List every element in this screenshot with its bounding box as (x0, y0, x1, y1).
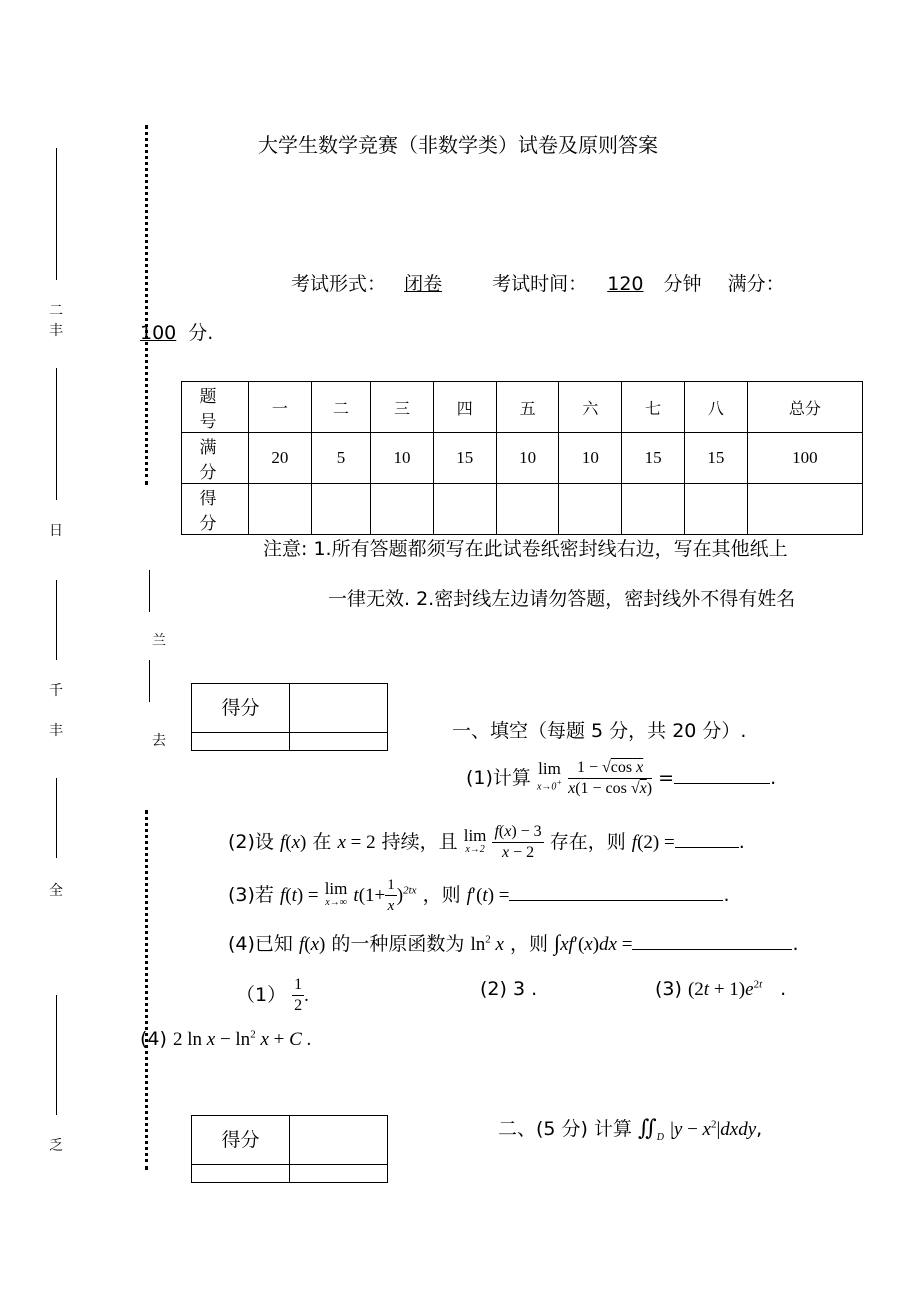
score-entry-cell[interactable] (433, 484, 496, 535)
section-1-heading: 一、填空（每题 5 分，共 20 分）. (452, 720, 747, 742)
score-entry-cell[interactable] (371, 484, 434, 535)
row-label: 题 号 (182, 382, 249, 433)
answer-3: (3) $(2t + 1)e^{2t}$ . (655, 978, 787, 1000)
q2-mid2: 持续，且 (381, 831, 458, 853)
table-cell: 15 (433, 433, 496, 484)
question-1: (1)计算 lim x→0+ $\frac{\text{1 − √cos x}}{x(1 - \cos √x)}$ = . (466, 759, 777, 797)
table-header-cell: 八 (685, 382, 748, 433)
margin-mark: 乏 (49, 1138, 63, 1154)
answer-blank[interactable] (509, 900, 723, 901)
answer-2: (2) 3 . (480, 978, 538, 1000)
binding-line (149, 660, 150, 702)
score-box-label: 得分 (192, 1116, 290, 1165)
table-cell: 15 (685, 433, 748, 484)
table-cell: 10 (559, 433, 622, 484)
q4-prefix: (4)已知 (228, 933, 293, 955)
q1-fraction: $\frac{\text{1 − √cos x}}{x(1 - \cos √x)}$ (568, 759, 653, 797)
table-header-cell: 五 (496, 382, 559, 433)
answer-blank[interactable] (632, 949, 792, 950)
limit-symbol: lim x→0+ (536, 759, 563, 793)
section-2-heading: 二、(5 分) 计算 $∬_D$ $|y - x^2|dxdy$, (498, 1115, 763, 1143)
q4-mid1: 的一种原函数为 (331, 933, 465, 955)
binding-line (56, 995, 57, 1115)
score-box (191, 683, 388, 751)
score-box-label: 得分 (192, 684, 290, 733)
page-title: 大学生数学竞赛（非数学类）试卷及原则答案 (258, 133, 658, 157)
exam-form-value: 闭卷 (404, 273, 443, 295)
answer-2-label: (2) (480, 978, 507, 1000)
exam-time-label: 考试时间： (492, 273, 588, 295)
score-entry-cell[interactable] (685, 484, 748, 535)
margin-mark: 丰 (49, 323, 63, 339)
table-header-cell: 三 (371, 382, 434, 433)
table-header-cell: 二 (311, 382, 370, 433)
score-box-cell (192, 1165, 290, 1183)
margin-mark: 日 (49, 523, 63, 539)
table-cell: 100 (747, 433, 862, 484)
answer-3-label: (3) (655, 978, 682, 1000)
margin-mark: 全 (49, 883, 63, 899)
binding-line (56, 368, 57, 500)
seal-line (145, 810, 148, 1170)
q2-mid1: 在 (312, 831, 332, 853)
score-entry-cell[interactable] (496, 484, 559, 535)
table-row (182, 484, 863, 535)
answer-1-label: （1） (236, 984, 287, 1006)
table-row (182, 382, 863, 433)
table-header-cell: 四 (433, 382, 496, 433)
q1-prefix: (1)计算 (466, 767, 531, 789)
binding-line (149, 570, 150, 612)
q2-mid3: 存在，则 (549, 831, 626, 853)
binding-line (56, 778, 57, 858)
question-3: (3)若 f(t) = lim x→∞ t(1+ $\frac{1}{x}$ )$^{2tx}$ ，则 f′(t) = . (228, 877, 730, 914)
score-box-entry[interactable] (290, 1116, 387, 1165)
row-label: 满 分 (182, 433, 249, 484)
q3-mid: ，则 (422, 884, 461, 906)
answer-1: （1） $\frac{1}{2}$ . (236, 976, 309, 1014)
table-header-cell: 六 (559, 382, 622, 433)
exam-full-unit: 分. (188, 322, 214, 344)
section-2-prefix: 二、(5 分) 计算 (498, 1118, 632, 1140)
score-entry-cell[interactable] (747, 484, 862, 535)
question-2: (2)设 f(x) 在 x = 2 持续，且 lim x→2 $\frac{f(x) - 3}{x - 2}$ 存在，则 f(2) = . (228, 823, 745, 861)
answer-4-label: (4) (140, 1028, 167, 1050)
score-box-entry[interactable] (290, 684, 387, 733)
answer-4: (4) 2 $\ln x - \ln^2 x + C$ . (140, 1028, 312, 1050)
exam-time-unit: 分钟 (663, 273, 702, 295)
answer-2-value: 3 (512, 978, 526, 1000)
margin-mark: 丰 (49, 723, 63, 739)
score-entry-cell[interactable] (311, 484, 370, 535)
limit-symbol: lim x→∞ (324, 878, 348, 908)
margin-mark: 千 (49, 683, 63, 699)
margin-mark: 去 (152, 733, 166, 749)
score-table (181, 381, 863, 535)
exam-full-label: 满分： (727, 273, 785, 295)
table-cell: 5 (311, 433, 370, 484)
exam-full-score (140, 318, 213, 345)
binding-line (56, 148, 57, 280)
margin-mark: 兰 (152, 633, 166, 649)
table-cell: 10 (496, 433, 559, 484)
table-header-cell: 七 (622, 382, 685, 433)
answer-blank[interactable] (674, 783, 770, 784)
question-4: (4)已知 f(x) 的一种原函数为 $\ln^2 x$ ，则 ∫xf′(x)dx = . (228, 930, 799, 955)
table-cell: 10 (371, 433, 434, 484)
q3-prefix: (3)若 (228, 884, 274, 906)
binding-line (56, 580, 57, 660)
seal-line (145, 125, 148, 485)
exam-full-value: 100 (140, 322, 177, 344)
table-cell: 15 (622, 433, 685, 484)
table-header-cell: 总分 (747, 382, 862, 433)
table-cell: 20 (249, 433, 312, 484)
score-entry-cell[interactable] (622, 484, 685, 535)
notice-line-1: 注意: 1.所有答题都须写在此试卷纸密封线右边，写在其他纸上 (263, 538, 788, 560)
exam-info (291, 269, 785, 296)
score-box-cell (192, 733, 290, 751)
margin-mark: 二 (49, 303, 63, 319)
table-row (182, 433, 863, 484)
q2-prefix: (2)设 (228, 831, 274, 853)
exam-form-label: 考试形式： (291, 273, 387, 295)
q2-fraction: $\frac{f(x) - 3}{x - 2}$ (494, 823, 542, 861)
score-entry-cell[interactable] (559, 484, 622, 535)
table-header-cell: 一 (249, 382, 312, 433)
q4-mid2: ，则 (509, 933, 548, 955)
notice-line-2: 一律无效. 2.密封线左边请勿答题，密封线外不得有姓名 (328, 588, 796, 610)
row-label: 得 分 (182, 484, 249, 535)
limit-symbol: lim x→2 (463, 825, 487, 855)
score-box (191, 1115, 388, 1183)
exam-time-value: 120 (607, 273, 644, 295)
answer-blank[interactable] (675, 847, 739, 848)
